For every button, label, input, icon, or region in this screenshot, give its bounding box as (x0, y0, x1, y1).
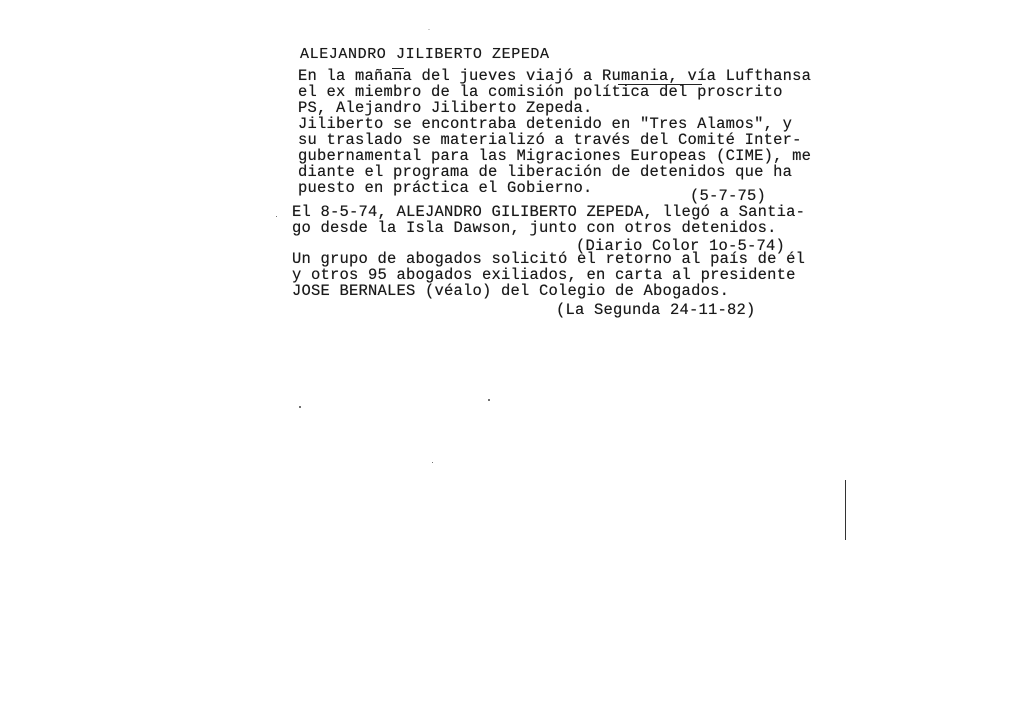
scan-speck (488, 399, 490, 401)
entry1-line-2: el ex miembro de la comisión política del proscrito (298, 83, 783, 101)
card-heading: ALEJANDRO JILIBERTO ZEPEDA (300, 46, 550, 63)
scan-edge-mark (845, 480, 846, 540)
entry1-line-8: puesto en práctica el Gobierno. (298, 179, 593, 197)
entry1-date: (5-7-75) (690, 187, 767, 205)
entry3-source: (La Segunda 24-11-82) (556, 301, 756, 319)
entry1-line-4: Jiliberto se encontraba detenido en "Tres Alamos", y (298, 115, 793, 133)
entry3-line-2: y otros 95 abogados exiliados, en carta al presidente (292, 266, 796, 284)
entry3-line-1: Un grupo de abogados solicitó el retorno al país de él (292, 250, 806, 268)
entry3-line-3: JOSE BERNALES (véalo) del Colegio de Abogados. (292, 282, 730, 300)
scan-speck (299, 406, 301, 408)
entry1-line-5: su traslado se materializó a través del Comité Inter- (298, 131, 802, 149)
scan-speck (428, 29, 430, 30)
entry1-line-6: gubernamental para las Migraciones Europeas (CIME), me (298, 147, 812, 165)
entry1-line-7: diante el programa de liberación de detenidos que ha (298, 163, 793, 181)
entry2-source: (Diario Color 1o-5-74) (576, 237, 786, 255)
entry1-line-1: En la mañana del jueves viajó a Rumania, vía Lufthansa (298, 67, 812, 85)
entry2-line-2: go desde la Isla Dawson, junto con otros detenidos. (292, 219, 777, 237)
scan-speck (276, 216, 277, 217)
scan-speck (432, 462, 433, 463)
entry1-line-3: PS, Alejandro Jiliberto Zepeda. (298, 99, 593, 117)
entry2-line-1: El 8-5-74, ALEJANDRO GILIBERTO ZEPEDA, llegó a Santia- (292, 203, 806, 221)
